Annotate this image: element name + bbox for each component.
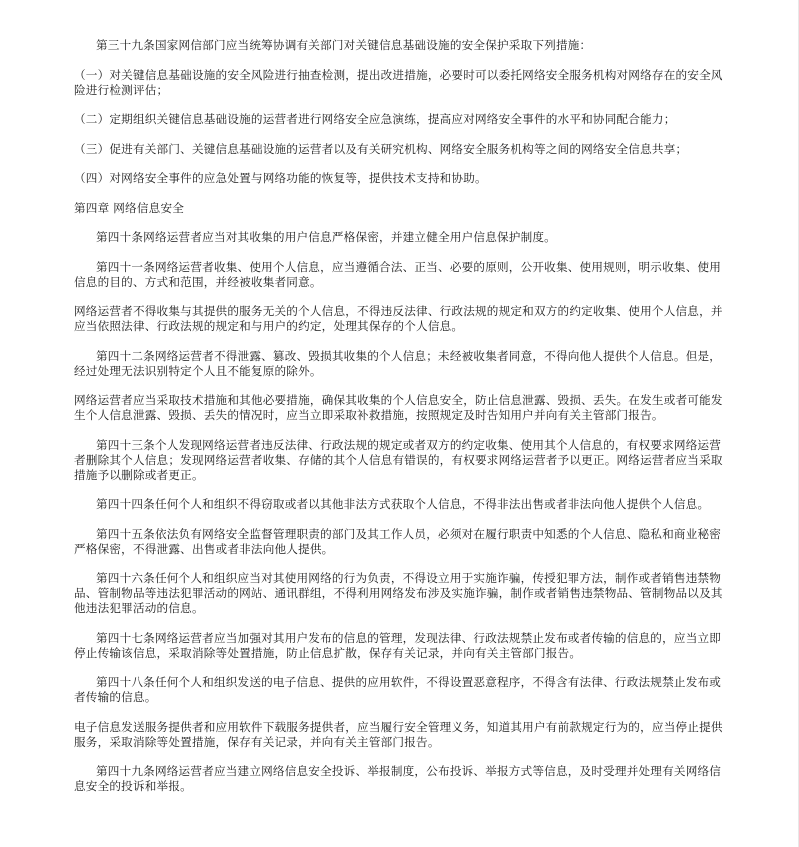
- article-40: 第四十条网络运营者应当对其收集的用户信息严格保密，并建立健全用户信息保护制度。: [96, 230, 556, 244]
- article-48: 第四十八条任何个人和组织发送的电子信息、提供的应用软件，不得设置恶意程序，不得含有法律、行政法规禁止发布或者传输的信息。: [74, 675, 722, 704]
- article-39-item-4: （四）对网络安全事件的应急处置与网络功能的恢复等，提供技术支持和协助。: [74, 171, 487, 185]
- article-41-para-2: 网络运营者不得收集与其提供的服务无关的个人信息，不得违反法律、行政法规的规定和双方的约定收集、使用个人信息，并应当依照法律、行政法规的规定和与用户的约定，处理其保存的个人信息。: [74, 304, 723, 333]
- article-48-para-2: 电子信息发送服务提供者和应用软件下载服务提供者，应当履行安全管理义务，知道其用户有前款规定行为的，应当停止提供服务，采取消除等处置措施，保存有关记录，并向有关主管部门报告。: [74, 719, 723, 749]
- article-49: 第四十九条网络运营者应当建立网络信息安全投诉、举报制度，公布投诉、举报方式等信息，及时受理并处理有关网络信息安全的投诉和举报。: [74, 764, 722, 793]
- article-39-item-3: （三）促进有关部门、关键信息基础设施的运营者以及有关研究机构、网络安全服务机构等之间的网络安全信息共享；: [74, 141, 688, 156]
- article-47: 第四十七条网络运营者应当加强对其用户发布的信息的管理，发现法律、行政法规禁止发布或者传输的信息的，应当立即停止传输该信息，采取消除等处置措施，防止信息扩散，保存有关记录，并向有关主管部门报告。: [74, 630, 722, 660]
- chapter-4-heading: 第四章 网络信息安全: [74, 200, 185, 215]
- article-39-intro: 第三十九条国家网信部门应当统筹协调有关部门对关键信息基础设施的安全保护采取下列措施：: [96, 38, 592, 52]
- article-42-para-2: 网络运营者应当采取技术措施和其他必要措施，确保其收集的个人信息安全，防止信息泄露、毁损、丢失。在发生或者可能发生个人信息泄露、毁损、丢失的情况时，应当立即采取补救措施，按照规定及时告知用户并向有关主管部门报告。: [74, 393, 723, 422]
- article-46: 第四十六条任何个人和组织应当对其使用网络的行为负责，不得设立用于实施诈骗，传授犯罪方法，制作或者销售违禁物品、管制物品等违法犯罪活动的网站、通讯群组，不得利用网络发布涉及实施诈骗，制作或者销售违禁物品、管制物品以及其他违法犯罪活动的信息。: [74, 571, 723, 615]
- article-42: 第四十二条网络运营者不得泄露、篡改、毁损其收集的个人信息；未经被收集者同意，不得向他人提供个人信息。但是，经过处理无法识别特定个人且不能复原的除外。: [74, 348, 722, 378]
- article-41: 第四十一条网络运营者收集、使用个人信息，应当遵循合法、正当、必要的原则，公开收集、使用规则，明示收集、使用信息的目的、方式和范围，并经被收集者同意。: [74, 259, 722, 289]
- article-39-item-1: （一）对关键信息基础设施的安全风险进行抽查检测，提出改进措施，必要时可以委托网络安全服务机构对网络存在的安全风险进行检测评估；: [74, 67, 723, 97]
- article-39-item-2: （二）定期组织关键信息基础设施的运营者进行网络安全应急演练，提高应对网络安全事件的水平和协同配合能力；: [74, 112, 676, 126]
- article-44: 第四十四条任何个人和组织不得窃取或者以其他非法方式获取个人信息，不得非法出售或者非法向他人提供个人信息。: [96, 497, 710, 511]
- article-45: 第四十五条依法负有网络安全监督管理职责的部门及其工作人员，必须对在履行职责中知悉的个人信息、隐私和商业秘密严格保密，不得泄露、出售或者非法向他人提供。: [74, 526, 722, 556]
- document-body: [74, 38, 724, 809]
- article-43: 第四十三条个人发现网络运营者违反法律、行政法规的规定或者双方的约定收集、使用其个人信息的，有权要求网络运营者删除其个人信息；发现网络运营者收集、存储的其个人信息有错误的，有权要求网络运营者予以更正。网络运营者应当采取措施予以删除或者更正。: [74, 437, 723, 482]
